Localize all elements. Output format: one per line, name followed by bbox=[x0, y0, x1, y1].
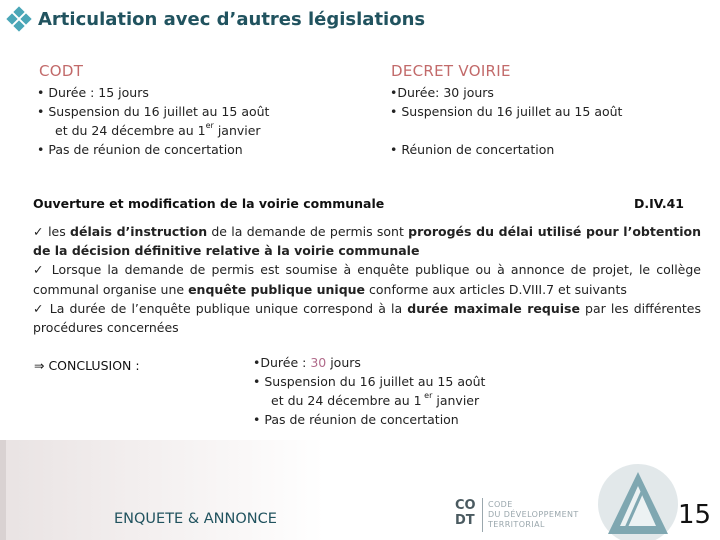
body-text bbox=[33, 222, 701, 337]
footer-label: ENQUETE & ANNONCE bbox=[114, 511, 277, 527]
p3-a: La durée de l’enquête publique unique correspond à la bbox=[44, 300, 408, 316]
p2-a: Lorsque la demande de permis est soumise à enquête publique ou à annonce de projet, le collège communal organise une bbox=[33, 262, 701, 297]
decret-bullets bbox=[390, 83, 622, 121]
conclusion-cont-text: et du 24 décembre au 1 bbox=[271, 393, 422, 408]
section-title: Ouverture et modification de la voirie communale bbox=[33, 196, 385, 211]
check-icon: ✓ bbox=[33, 262, 46, 278]
conclusion-duration-c: jours bbox=[326, 355, 361, 370]
decret-concertation: • Réunion de concertation bbox=[390, 142, 555, 157]
codt-heading: CODT bbox=[39, 62, 84, 80]
decret-duration: •Durée: 30 jours bbox=[390, 85, 494, 100]
slide-header bbox=[8, 8, 425, 30]
conclusion-concertation: • Pas de réunion de concertation bbox=[253, 412, 459, 427]
codt-bullets bbox=[37, 83, 269, 159]
codt-suspension: • Suspension du 16 juillet au 15 août bbox=[37, 104, 270, 119]
check-icon: ✓ bbox=[33, 224, 44, 239]
p1-b: délais d’instruction bbox=[70, 224, 208, 239]
p1-c: de la demande de permis sont bbox=[207, 224, 409, 239]
codt-suspension-cont bbox=[37, 121, 269, 140]
footer-bar bbox=[0, 440, 6, 540]
decret-heading: DECRET VOIRIE bbox=[391, 62, 511, 80]
codt-logo-icon bbox=[455, 498, 476, 528]
logo-text-3: TERRITORIAL bbox=[488, 520, 545, 529]
conclusion-duration-value: 30 bbox=[310, 355, 327, 370]
conclusion-sup: er bbox=[421, 391, 433, 400]
conclusion-suspension: • Suspension du 16 juillet au 15 août bbox=[253, 374, 486, 389]
codt-sup: er bbox=[205, 121, 214, 130]
p2-b: enquête publique unique bbox=[188, 281, 366, 297]
conclusion-label: ⇒ CONCLUSION : bbox=[34, 358, 140, 373]
conclusion-bullets bbox=[253, 353, 485, 429]
page-number: 15 bbox=[678, 500, 712, 530]
logo-line-1: CO bbox=[455, 498, 476, 513]
logo-text-2: DU DÉVELOPPEMENT bbox=[488, 510, 579, 519]
slide-title: Articulation avec d’autres législations bbox=[38, 8, 426, 30]
p1-d: prorogés du délai utilisé pour l’obtention de la décision définitive relative à la voirie communale bbox=[33, 224, 701, 259]
conclusion-cont-end: janvier bbox=[432, 393, 480, 408]
conclusion-duration bbox=[253, 353, 485, 372]
p3-b: durée maximale requise bbox=[407, 300, 580, 316]
conclusion-duration-a: •Durée : bbox=[253, 355, 311, 370]
paragraph-1 bbox=[33, 222, 701, 260]
p3-c: par les différentes procédures concernées bbox=[33, 300, 701, 336]
codt-duration: • Durée : 15 jours bbox=[37, 85, 149, 100]
conclusion-suspension-cont bbox=[253, 391, 485, 410]
codt-concertation: • Pas de réunion de concertation bbox=[37, 142, 243, 157]
logo-line-2: DT bbox=[455, 513, 475, 528]
check-icon: ✓ bbox=[33, 300, 45, 316]
decret-suspension: • Suspension du 16 juillet au 15 août bbox=[390, 104, 623, 119]
logo-separator bbox=[482, 498, 483, 532]
paragraph-2 bbox=[33, 260, 701, 298]
paragraph-3 bbox=[33, 299, 701, 337]
logo-text bbox=[488, 500, 579, 530]
codt-suspension-cont-end: janvier bbox=[213, 123, 261, 138]
triangle-logo-icon bbox=[596, 458, 680, 540]
section-article: D.IV.41 bbox=[634, 196, 684, 211]
p1-a: les bbox=[43, 224, 71, 239]
diamond-bullet-icon bbox=[8, 8, 30, 30]
p2-c: conforme aux articles D.VIII.7 et suivants bbox=[365, 281, 627, 297]
codt-suspension-cont-text: et du 24 décembre au 1 bbox=[55, 123, 206, 138]
logo-text-1: CODE bbox=[488, 500, 513, 509]
